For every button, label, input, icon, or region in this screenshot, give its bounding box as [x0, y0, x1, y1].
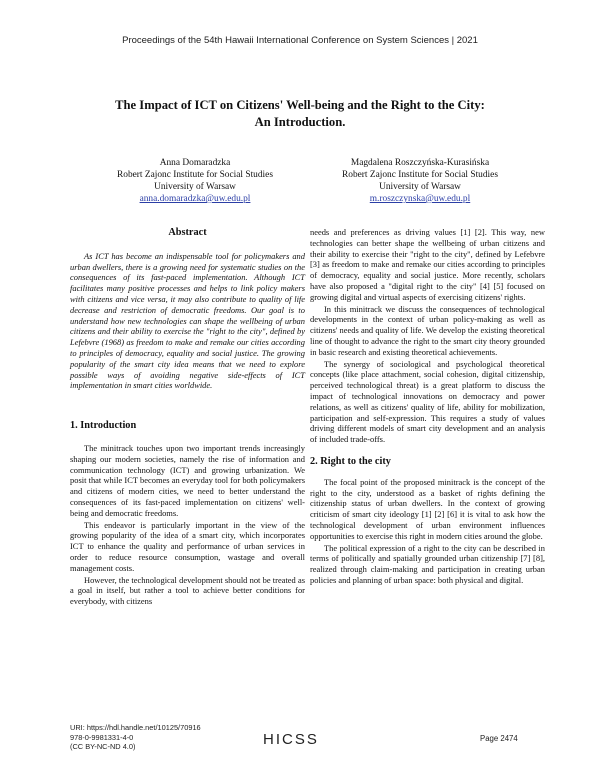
author-university: University of Warsaw	[379, 182, 461, 192]
proceedings-header: Proceedings of the 54th Hawaii International Conference on System Sciences | 2021	[122, 35, 478, 46]
footer-isbn: 978-0-9981331-4-0	[70, 732, 134, 742]
paragraph: This endeavor is particularly important in the view of the growing popularity of the idea of a smart city, which incorporates ICT to enhance the quality and performance of urban services in order to reduce resource consumption, wastage and overall management costs.	[70, 519, 305, 573]
footer-identifiers	[70, 723, 201, 752]
author-2	[300, 157, 540, 205]
author-1	[75, 157, 315, 205]
title-line-2: An Introduction.	[254, 115, 346, 129]
abstract-text: As ICT has become an indispensable tool for policymakers and urban dwellers, there is a growing need for systematic studies on the consequences of its fast-paced implementation. Although ICT facilitates many positive processes and helps to link policy makers with citizens and vice versa, it may also contribute to quality of life decrease and restriction of democratic freedoms. Our goal is to understand how new technologies can shape the wellbeing of urban citizens and their ability to exercise the "right to the city", defined by Lefebvre (1968) as freedom to make and remake our cities according to principles of democracy, equality and social justice. The growing popularity of the smart city idea means that we need to explore possible ways of avoiding negative side-effects of ICT implementation in smart cities worldwide.	[70, 250, 305, 391]
abstract	[70, 251, 305, 391]
author-affiliation: Robert Zajonc Institute for Social Studies	[117, 170, 273, 180]
left-column	[70, 225, 305, 607]
paragraph: needs and preferences as driving values [1] [2]. This way, new technologies can better shape the wellbeing of urban citizens and their ability to exercise their "right to the city", defined by Lefebvre [3] as freedom to make and remake our cities according to principles of democracy, equality and social justice. More recently, scholars have also proposed a "digital right to the city" [4] [5] focused on growing digital and virtual aspects of exercising citizens' rights.	[310, 227, 545, 302]
footer-license: (CC BY-NC-ND 4.0)	[70, 742, 136, 752]
author-name: Anna Domaradzka	[159, 158, 231, 168]
author-name: Magdalena Roszczyńska-Kurasińska	[350, 158, 490, 168]
paragraph: The political expression of a right to the city can be described in terms of politically and spatially grounded urban citizenship [7] [8], realized through claim-making and participation in creating urban policies and planning of urban space: both physical and digital.	[310, 542, 545, 585]
paragraph: The synergy of sociological and psychological theoretical concepts (like place attachment, social cohesion, digital citizenship, perceived technological threat) is a great platform to discuss the impact of technological innovations on democracy and power relations, as well as citizens' quality of life, ability for mobilization, participation and self-expression. This requires a study of values driving different models of smart city development and an analysis of included trade-offs.	[310, 358, 545, 445]
paragraph: The focal point of the proposed minitrack is the concept of the right to the city, understood as a basket of rights defining the citizenship status of urban dwellers. In the context of growing criticism of smart city ideology [1] [2] [6] it is vital to ask how the technological development of urban environment influences opportunities to exercise this right in modern cities around the globe.	[310, 476, 545, 541]
section-heading-right-to-the-city: 2. Right to the city	[310, 455, 391, 467]
author-affiliation: Robert Zajonc Institute for Social Studies	[342, 170, 498, 180]
hicss-logo	[263, 731, 319, 748]
paper-title	[60, 97, 540, 131]
footer-uri: URI: https://hdl.handle.net/10125/70916	[70, 723, 201, 732]
abstract-heading: Abstract	[168, 227, 207, 238]
paragraph: The minitrack touches upon two important trends increasingly shaping our modern societies, namely the rise of information and communication technology (ICT) and growing urbanization. We posit that while ICT becomes an everyday tool for both policymakers and citizens of modern cities, we need to better understand the consequences of its fast-paced implementation on citizens' well-being and democratic freedoms.	[70, 442, 305, 518]
paragraph: In this minitrack we discuss the consequences of technological developments in the context of urban policy-making as well as citizens' needs and quality of life. We develop the existing theoretical line of thought to advance the right to the smart city theory grounded in basic research and existing theoretical achievements.	[310, 303, 545, 357]
page-number: Page 2474	[480, 734, 518, 743]
right-column	[310, 227, 545, 586]
title-line-1: The Impact of ICT on Citizens' Well-being and the Right to the City:	[115, 98, 485, 112]
author-university: University of Warsaw	[154, 182, 236, 192]
author-email-link[interactable]: anna.domaradzka@uw.edu.pl	[139, 194, 251, 204]
author-email-link[interactable]: m.roszczynska@uw.edu.pl	[369, 194, 471, 204]
section-heading-introduction: 1. Introduction	[70, 420, 137, 432]
paragraph: However, the technological development should not be treated as a goal in itself, but rather a tool to achieve better conditions for everybody, with citizens	[70, 574, 305, 607]
hicss-logo-text: HICSS	[263, 731, 319, 748]
